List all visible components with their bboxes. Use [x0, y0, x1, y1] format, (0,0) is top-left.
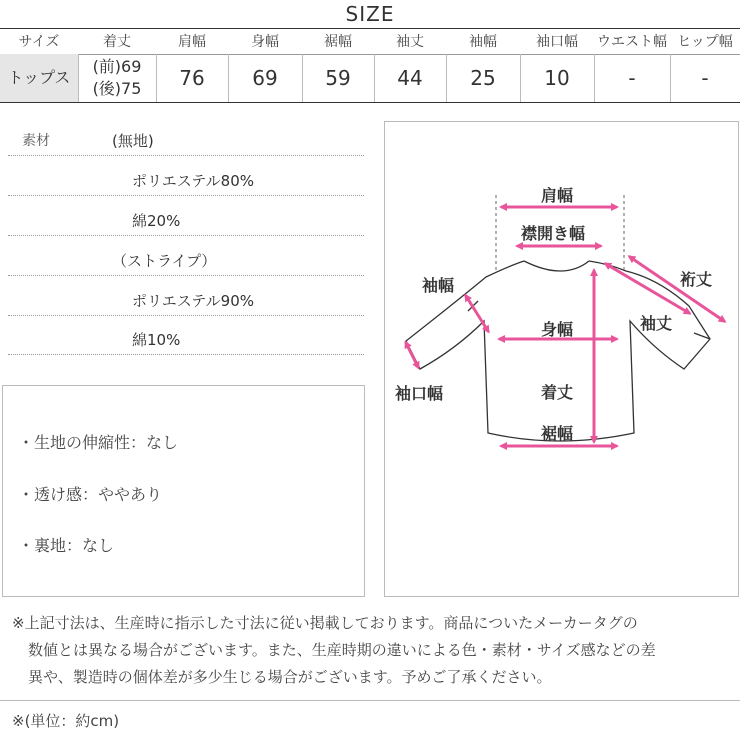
note-line-1: ※上記寸法は、生産時に指示した寸法に従い掲載しております。商品についたメーカータグの — [12, 614, 638, 632]
value-shoulder: 76 — [179, 66, 205, 90]
cell-divider — [520, 54, 521, 102]
length-back: (後)75 — [92, 79, 142, 98]
label-body-width: 身幅 — [541, 320, 574, 339]
table-top-rule — [0, 28, 740, 29]
size-title: SIZE — [345, 2, 395, 26]
value-sleeve-width: 25 — [470, 66, 496, 90]
cell-divider — [156, 54, 157, 102]
value-waist-width: - — [628, 66, 636, 90]
material-plain-polyester: ポリエステル80% — [132, 172, 254, 190]
property-stretch: ・生地の伸縮性：なし — [18, 433, 179, 452]
cell-divider — [374, 54, 375, 102]
cell-divider — [446, 54, 447, 102]
label-sleeve-width: 袖幅 — [422, 276, 455, 295]
value-sleeve-length: 44 — [397, 66, 423, 90]
header-body-width: 身幅 — [251, 34, 279, 50]
row-label: トップス — [0, 54, 78, 102]
value-hem-width: 59 — [325, 66, 351, 90]
dotted-divider — [8, 315, 364, 316]
material-plain-heading: (無地) — [112, 132, 154, 150]
header-size: サイズ — [18, 34, 60, 50]
value-hip-width: - — [701, 66, 709, 90]
header-length: 着丈 — [103, 34, 131, 50]
cuff-arrow — [406, 343, 418, 367]
value-body-width: 69 — [252, 66, 278, 90]
label-sleeve-length: 袖丈 — [640, 314, 673, 333]
material-stripe-heading: （ストライプ） — [112, 252, 217, 270]
unit-note: ※(単位：約cm) — [12, 712, 120, 730]
note-line-3: 異や、製造時の個体差が多少生じる場合がございます。予めご了承ください。 — [28, 668, 552, 686]
label-shoulder: 肩幅 — [541, 186, 574, 205]
property-sheerness: ・透け感：ややあり — [18, 485, 163, 504]
value-cuff-width: 10 — [544, 66, 570, 90]
label-neck: 襟開き幅 — [521, 224, 586, 243]
cell-divider — [670, 54, 671, 102]
label-hem: 裾幅 — [541, 424, 574, 443]
property-lining: ・裏地：なし — [18, 536, 115, 555]
dotted-divider — [8, 354, 364, 355]
header-hem-width: 裾幅 — [324, 34, 352, 50]
label-yuki: 裄丈 — [680, 270, 713, 289]
cell-divider — [78, 54, 79, 102]
label-cuff: 袖口幅 — [395, 384, 444, 403]
length-front: (前)69 — [92, 57, 142, 76]
header-hip-width: ヒップ幅 — [677, 34, 733, 50]
dotted-divider — [8, 195, 364, 196]
material-stripe-cotton: 綿10% — [132, 331, 181, 349]
dotted-divider — [8, 275, 364, 276]
cell-divider — [302, 54, 303, 102]
label-length: 着丈 — [541, 383, 574, 402]
material-plain-cotton: 綿20% — [132, 212, 181, 230]
note-line-2: 数値とは異なる場合がございます。また、生産時期の違いによる色・素材・サイズ感などの差 — [28, 641, 656, 659]
material-label: 素材 — [22, 133, 50, 149]
dotted-divider — [8, 235, 364, 236]
material-stripe-polyester: ポリエステル90% — [132, 292, 254, 310]
header-cuff-width: 袖口幅 — [536, 34, 578, 50]
dotted-divider — [8, 155, 364, 156]
cell-divider — [228, 54, 229, 102]
header-sleeve-length: 袖丈 — [396, 34, 424, 50]
header-shoulder: 肩幅 — [178, 34, 206, 50]
notes-divider — [0, 700, 740, 701]
cell-divider — [594, 54, 595, 102]
table-bottom-rule — [0, 102, 740, 103]
header-waist-width: ウエスト幅 — [597, 34, 667, 50]
header-sleeve-width: 袖幅 — [469, 34, 497, 50]
